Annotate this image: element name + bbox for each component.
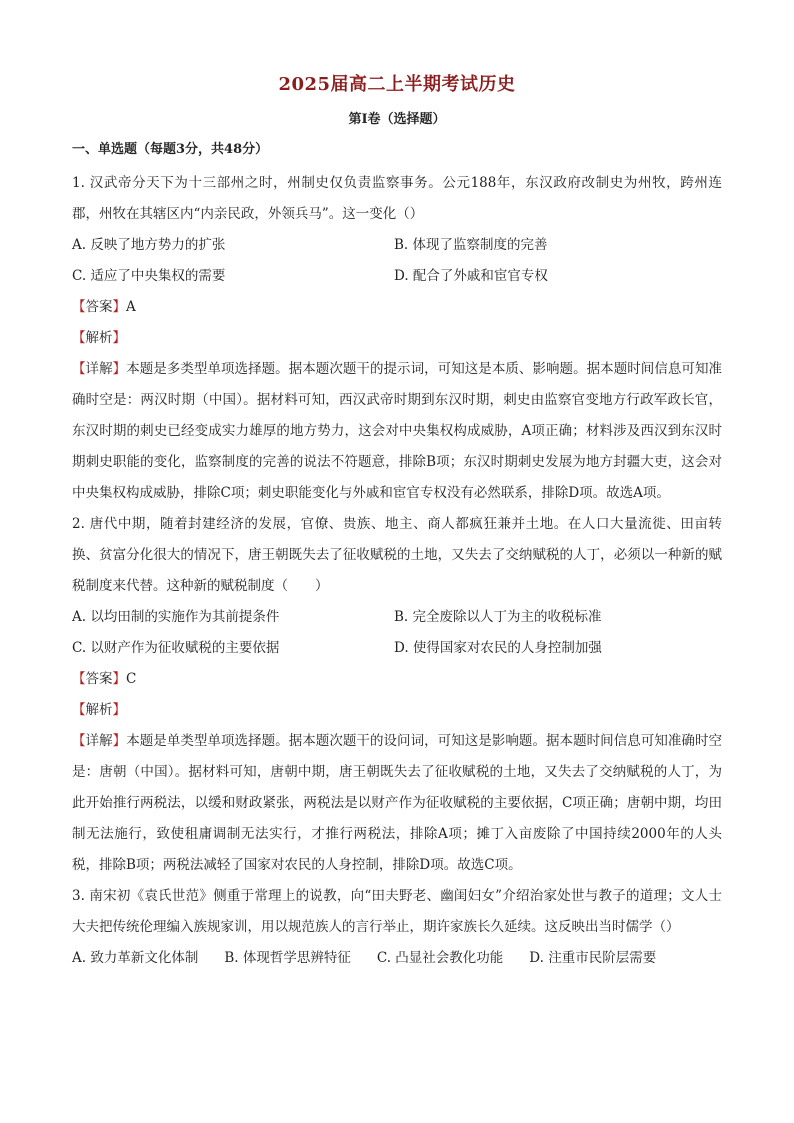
option-2b: B. 完全废除以人丁为主的收税标准 — [394, 609, 602, 625]
exam-content — [72, 138, 722, 974]
option-1d: D. 配合了外戚和宦官专权 — [394, 268, 548, 284]
option-1a: A. 反映了地方势力的扩张 — [72, 237, 226, 253]
part-subtitle: 第I卷（选择题） — [348, 112, 446, 127]
answer-label: 答案 — [85, 671, 113, 687]
question-2-options — [72, 602, 722, 664]
option-2a: A. 以均田制的实施作为其前提条件 — [72, 609, 280, 625]
question-3-stem: 3. 南宋初《袁氏世范》侧重于常理上的说教，向“田夫野老、幽闺妇女”介绍治家处世与教子的道理；文人士大夫把传统伦理编入族规家训，用以规范族人的言行举止，期许家族长久延续。这反映出当时儒学（） — [72, 888, 722, 935]
option-3c: C. 凸显社会教化功能 — [376, 950, 504, 966]
detail-label: 详解 — [85, 361, 113, 377]
option-1b: B. 体现了监察制度的完善 — [394, 237, 548, 253]
answer-value: A — [126, 299, 136, 315]
question-1-stem: 1. 汉武帝分天下为十三部州之时，州制史仅负责监察事务。公元188年，东汉政府改制史为州牧，跨州连郡，州牧在其辖区内“内亲民政，外领兵马”。这一变化（） — [72, 175, 722, 222]
option-3a: A. 致力革新文化体制 — [72, 950, 199, 966]
question-2-stem: 2. 唐代中期，随着封建经济的发展，官僚、贵族、地主、商人都疯狂兼并土地。在人口大量流徙、田亩转换、贫富分化很大的情况下，唐王朝既失去了征收赋税的土地，又失去了交纳赋税的人丁，必须以一种新的赋税制度来代替。这种新的赋税制度（ ） — [72, 516, 722, 594]
detail-1: 【详解】本题是多类型单项选择题。据本题次题干的提示词，可知这是本质、影响题。据本题时间信息可知准确时空是：两汉时期（中国）。据材料可知，西汉武帝时期到东汉时期，刺史由监察官变地方行政军政长官，东汉时期的刺史已经变成实力雄厚的地方势力，这会对中央集权构成威胁，A项正确；材料涉及西汉到东汉时期刺史职能的变化，监察制度的完善的说法不符题意，排除B项；东汉时期刺史发展为地方封疆大吏，这会对中央集权构成威胁，排除C项；刺史职能变化与外戚和宦官专权没有必然联系，排除D项。故选A项。 — [72, 361, 723, 501]
option-2c: C. 以财产作为征收赋税的主要依据 — [72, 640, 280, 656]
detail-2: 【详解】本题是单类型单项选择题。据本题次题干的设问词，可知这是影响题。据本题时间信息可知准确时空是：唐朝（中国）。据材料可知，唐朝中期，唐王朝既失去了征收赋税的土地，又失去了交纳赋税的人丁，为此开始推行两税法，以缓和财政紧张，两税法是以财产作为征收赋税的主要依据，C项正确；唐朝中期，均田制无法施行，致使租庸调制无法实行，才推行两税法，排除A项；摊丁入亩废除了中国持续2000年的人头税，排除B项；两税法减轻了国家对农民的人身控制，排除D项。故选C项。 — [72, 733, 723, 873]
detail-text: 本题是单类型单项选择题。据本题次题干的设问词，可知这是影响题。据本题时间信息可知准确时空是：唐朝（中国）。据材料可知，唐朝中期，唐王朝既失去了征收赋税的土地，又失去了交纳赋税的人丁，为此开始推行两税法，以缓和财政紧张，两税法是以财产作为征收赋税的主要依据，C项正确；唐朝中期，均田制无法施行，致使租庸调制无法实行，才推行两税法，排除A项；摊丁入亩废除了中国持续2000年的人头税，排除B项；两税法减轻了国家对农民的人身控制，排除D项。故选C项。 — [72, 733, 723, 873]
answer-2: 【答案】C — [72, 671, 137, 687]
question-1-options — [72, 230, 722, 292]
page-title: 2025届高二上半期考试历史 — [278, 74, 516, 95]
analysis-label: 解析 — [85, 702, 113, 718]
option-3d: D. 注重市民阶层需要 — [529, 950, 657, 966]
answer-value: C — [126, 671, 137, 687]
bracket-open: 【 — [72, 299, 86, 315]
analysis-1: 【解析】 — [72, 330, 126, 346]
detail-label: 详解 — [85, 733, 113, 749]
question-3-options — [72, 943, 722, 974]
section-heading: 一、单选题（每题3分，共48分） — [72, 142, 269, 157]
answer-1 — [72, 292, 722, 323]
analysis-2: 【解析】 — [72, 702, 126, 718]
bracket-close: 】 — [112, 299, 126, 315]
analysis-label: 解析 — [85, 330, 113, 346]
option-2d: D. 使得国家对农民的人身控制加强 — [394, 640, 602, 656]
option-1c: C. 适应了中央集权的需要 — [72, 268, 226, 284]
detail-text: 本题是多类型单项选择题。据本题次题干的提示词，可知这是本质、影响题。据本题时间信息可知准确时空是：两汉时期（中国）。据材料可知，西汉武帝时期到东汉时期，刺史由监察官变地方行政军政长官，东汉时期的刺史已经变成实力雄厚的地方势力，这会对中央集权构成威胁，A项正确；材料涉及西汉到东汉时期刺史职能的变化，监察制度的完善的说法不符题意，排除B项；东汉时期刺史发展为地方封疆大吏，这会对中央集权构成威胁，排除C项；刺史职能变化与外戚和宦官专权没有必然联系，排除D项。故选A项。 — [72, 361, 723, 501]
answer-label: 答案 — [85, 299, 113, 315]
option-3b: B. 体现哲学思辨特征 — [224, 950, 351, 966]
